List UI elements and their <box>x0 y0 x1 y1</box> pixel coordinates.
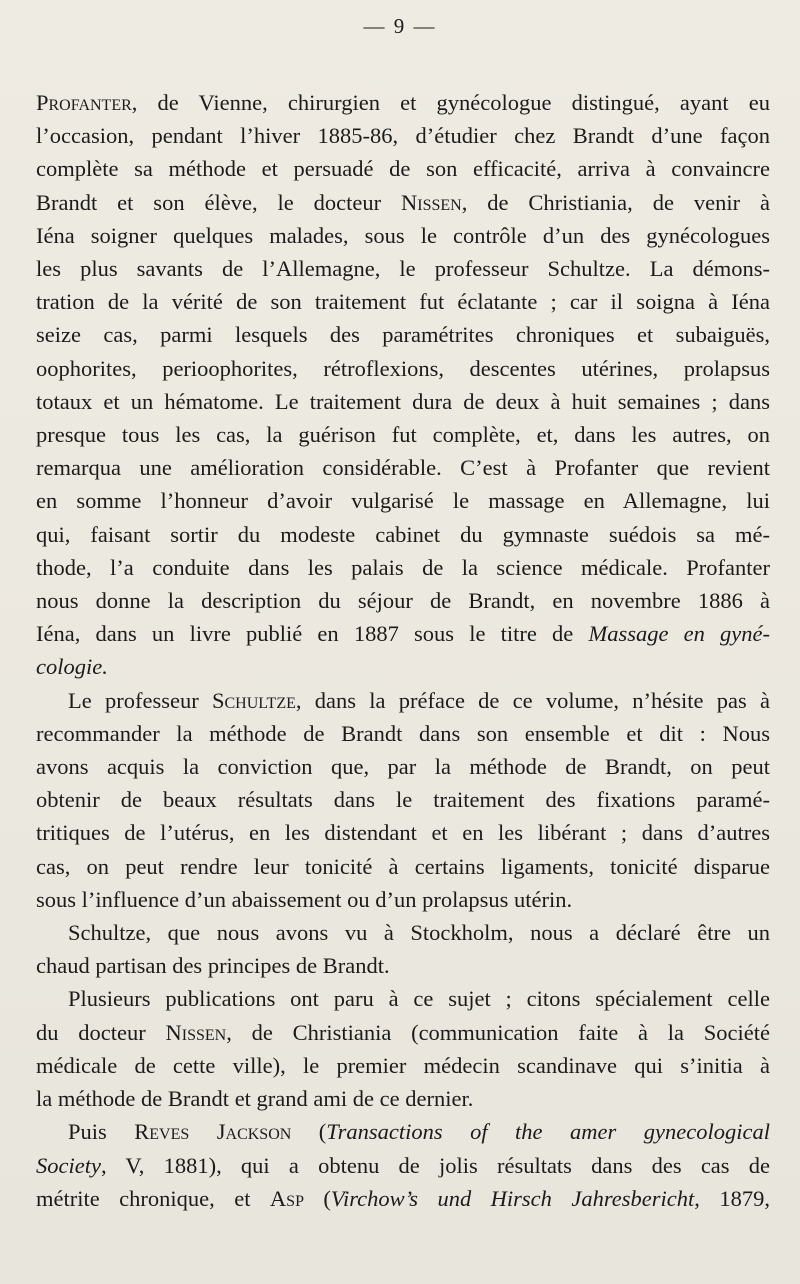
text-line <box>36 451 770 484</box>
paragraph-publications <box>36 982 770 1115</box>
text-run: , de Christiania (communication faite à la Société <box>226 1019 770 1045</box>
author-name-asp: Asp <box>269 1185 304 1211</box>
text-line <box>36 584 770 617</box>
text-run: totaux et un hématome. Le traitement dura de deux à huit semaines ; dans <box>36 388 770 414</box>
author-name-nissen: Nissen <box>401 189 462 215</box>
text-run: l’occasion, pendant l’hiver 1885-86, d’étudier chez Brandt d’une façon <box>36 123 770 149</box>
paragraph-schultze-stockholm <box>36 916 770 982</box>
text-line <box>36 186 770 219</box>
text-run: , de Vienne, chirurgien et gynécologue distingué, ayant eu <box>131 90 770 115</box>
text-run: ( <box>303 1185 331 1211</box>
author-name-reves-jackson: Reves Jackson <box>134 1119 292 1145</box>
text-line <box>36 152 770 185</box>
text-line <box>36 816 770 849</box>
text-line <box>36 1182 770 1215</box>
text-run: , de Christiania, de venir à <box>461 189 770 215</box>
text-run: qui, faisant sortir du modeste cabinet du gymnaste suédois sa mé- <box>36 521 770 547</box>
text-line <box>36 385 770 418</box>
text-run: Plusieurs publications ont paru à ce sujet ; citons spécialement celle <box>68 986 770 1012</box>
text-line <box>36 1115 770 1148</box>
text-run: en somme l’honneur d’avoir vulgarisé le massage en Allemagne, lui <box>36 488 770 514</box>
text-run: presque tous les cas, la guérison fut complète, et, dans les autres, on <box>36 422 770 448</box>
text-line <box>36 418 770 451</box>
journal-title: Virchow’s und Hirsch Jahresbericht <box>330 1185 695 1211</box>
text-line <box>36 916 770 949</box>
author-name-nissen: Nissen <box>165 1019 227 1045</box>
text-run: thode, l’a conduite dans les palais de la science médicale. Profanter <box>36 554 770 580</box>
journal-title: Transactions of the amer gynecological <box>326 1119 770 1145</box>
text-run: Iéna, dans un livre publié en 1887 sous le titre de <box>36 621 589 647</box>
text-line <box>36 518 770 551</box>
text-line <box>36 883 770 916</box>
text-run: tritiques de l’utérus, en les distendant et en les libérant ; dans d’autres <box>36 820 770 846</box>
book-title-continued: cologie. <box>36 654 108 680</box>
text-run: du docteur <box>36 1019 166 1045</box>
text-run: nous donne la description du séjour de Brandt, en novembre 1886 à <box>36 588 770 614</box>
text-line <box>36 318 770 351</box>
text-run: , dans la préface de ce volume, n’hésite pas à <box>295 687 770 713</box>
text-line <box>36 252 770 285</box>
text-line <box>36 750 770 783</box>
text-run: , 1879, <box>694 1185 770 1211</box>
journal-title-continued: Society <box>36 1152 101 1178</box>
text-run: Le professeur <box>68 687 212 713</box>
text-line <box>36 285 770 318</box>
text-line <box>36 850 770 883</box>
text-line <box>36 119 770 152</box>
text-line <box>36 617 770 650</box>
text-run: sous l’influence d’un abaissement ou d’un prolapsus utérin. <box>36 886 573 912</box>
text-run: cas, on peut rendre leur tonicité à certains ligaments, tonicité disparue <box>36 853 770 879</box>
text-line <box>36 1082 770 1115</box>
text-line <box>36 1016 770 1049</box>
text-run: Brandt et son élève, le docteur <box>36 189 402 215</box>
text-run: ( <box>291 1119 327 1145</box>
body-text <box>36 86 770 1215</box>
author-name-schultze: Schultze <box>211 687 296 713</box>
text-run: Puis <box>68 1119 135 1145</box>
text-run: , V, 1881), qui a obtenu de jolis résultats dans des cas de <box>100 1152 770 1178</box>
author-name-profanter: Profanter <box>36 90 132 115</box>
text-line <box>36 86 770 119</box>
text-run: complète sa méthode et persuadé de son efficacité, arriva à convaincre <box>36 156 770 182</box>
text-line <box>36 949 770 982</box>
paragraph-jackson-asp <box>36 1115 770 1215</box>
book-title: Massage en gyné- <box>588 621 770 647</box>
text-run: métrite chronique, et <box>36 1185 270 1211</box>
text-run: médicale de cette ville), le premier médecin scandinave qui s’initia à <box>36 1052 770 1078</box>
text-run: Schultze, que nous avons vu à Stockholm, nous a déclaré être un <box>68 920 770 946</box>
page-number: — 9 — <box>363 14 437 38</box>
text-run: recommander la méthode de Brandt dans son ensemble et dit : Nous <box>36 720 770 746</box>
text-line <box>36 717 770 750</box>
text-line <box>36 982 770 1015</box>
text-run: la méthode de Brandt et grand ami de ce dernier. <box>36 1086 474 1112</box>
text-line <box>36 650 770 683</box>
text-run: oophorites, perioophorites, rétroflexions, descentes utérines, prolapsus <box>36 355 770 381</box>
text-line <box>36 352 770 385</box>
text-run: tration de la vérité de son traitement fut éclatante ; car il soigna à Iéna <box>36 289 770 315</box>
paragraph-profanter <box>36 86 770 684</box>
text-run: obtenir de beaux résultats dans le traitement des fixations paramé- <box>36 787 770 813</box>
text-run: seize cas, parmi lesquels des paramétrites chroniques et subaiguës, <box>36 322 770 348</box>
text-line <box>36 484 770 517</box>
text-run: remarqua une amélioration considérable. C’est à Profanter que revient <box>36 455 770 481</box>
text-line <box>36 783 770 816</box>
text-line <box>36 219 770 252</box>
text-line <box>36 1149 770 1182</box>
text-line <box>36 684 770 717</box>
text-run: Iéna soigner quelques malades, sous le contrôle d’un des gynécologues <box>36 222 770 248</box>
text-line <box>36 551 770 584</box>
text-run: les plus savants de l’Allemagne, le professeur Schultze. La démons- <box>36 256 770 282</box>
text-run: avons acquis la conviction que, par la méthode de Brandt, on peut <box>36 754 770 780</box>
text-run: chaud partisan des principes de Brandt. <box>36 953 390 979</box>
text-line <box>36 1049 770 1082</box>
paragraph-schultze-preface <box>36 684 770 916</box>
